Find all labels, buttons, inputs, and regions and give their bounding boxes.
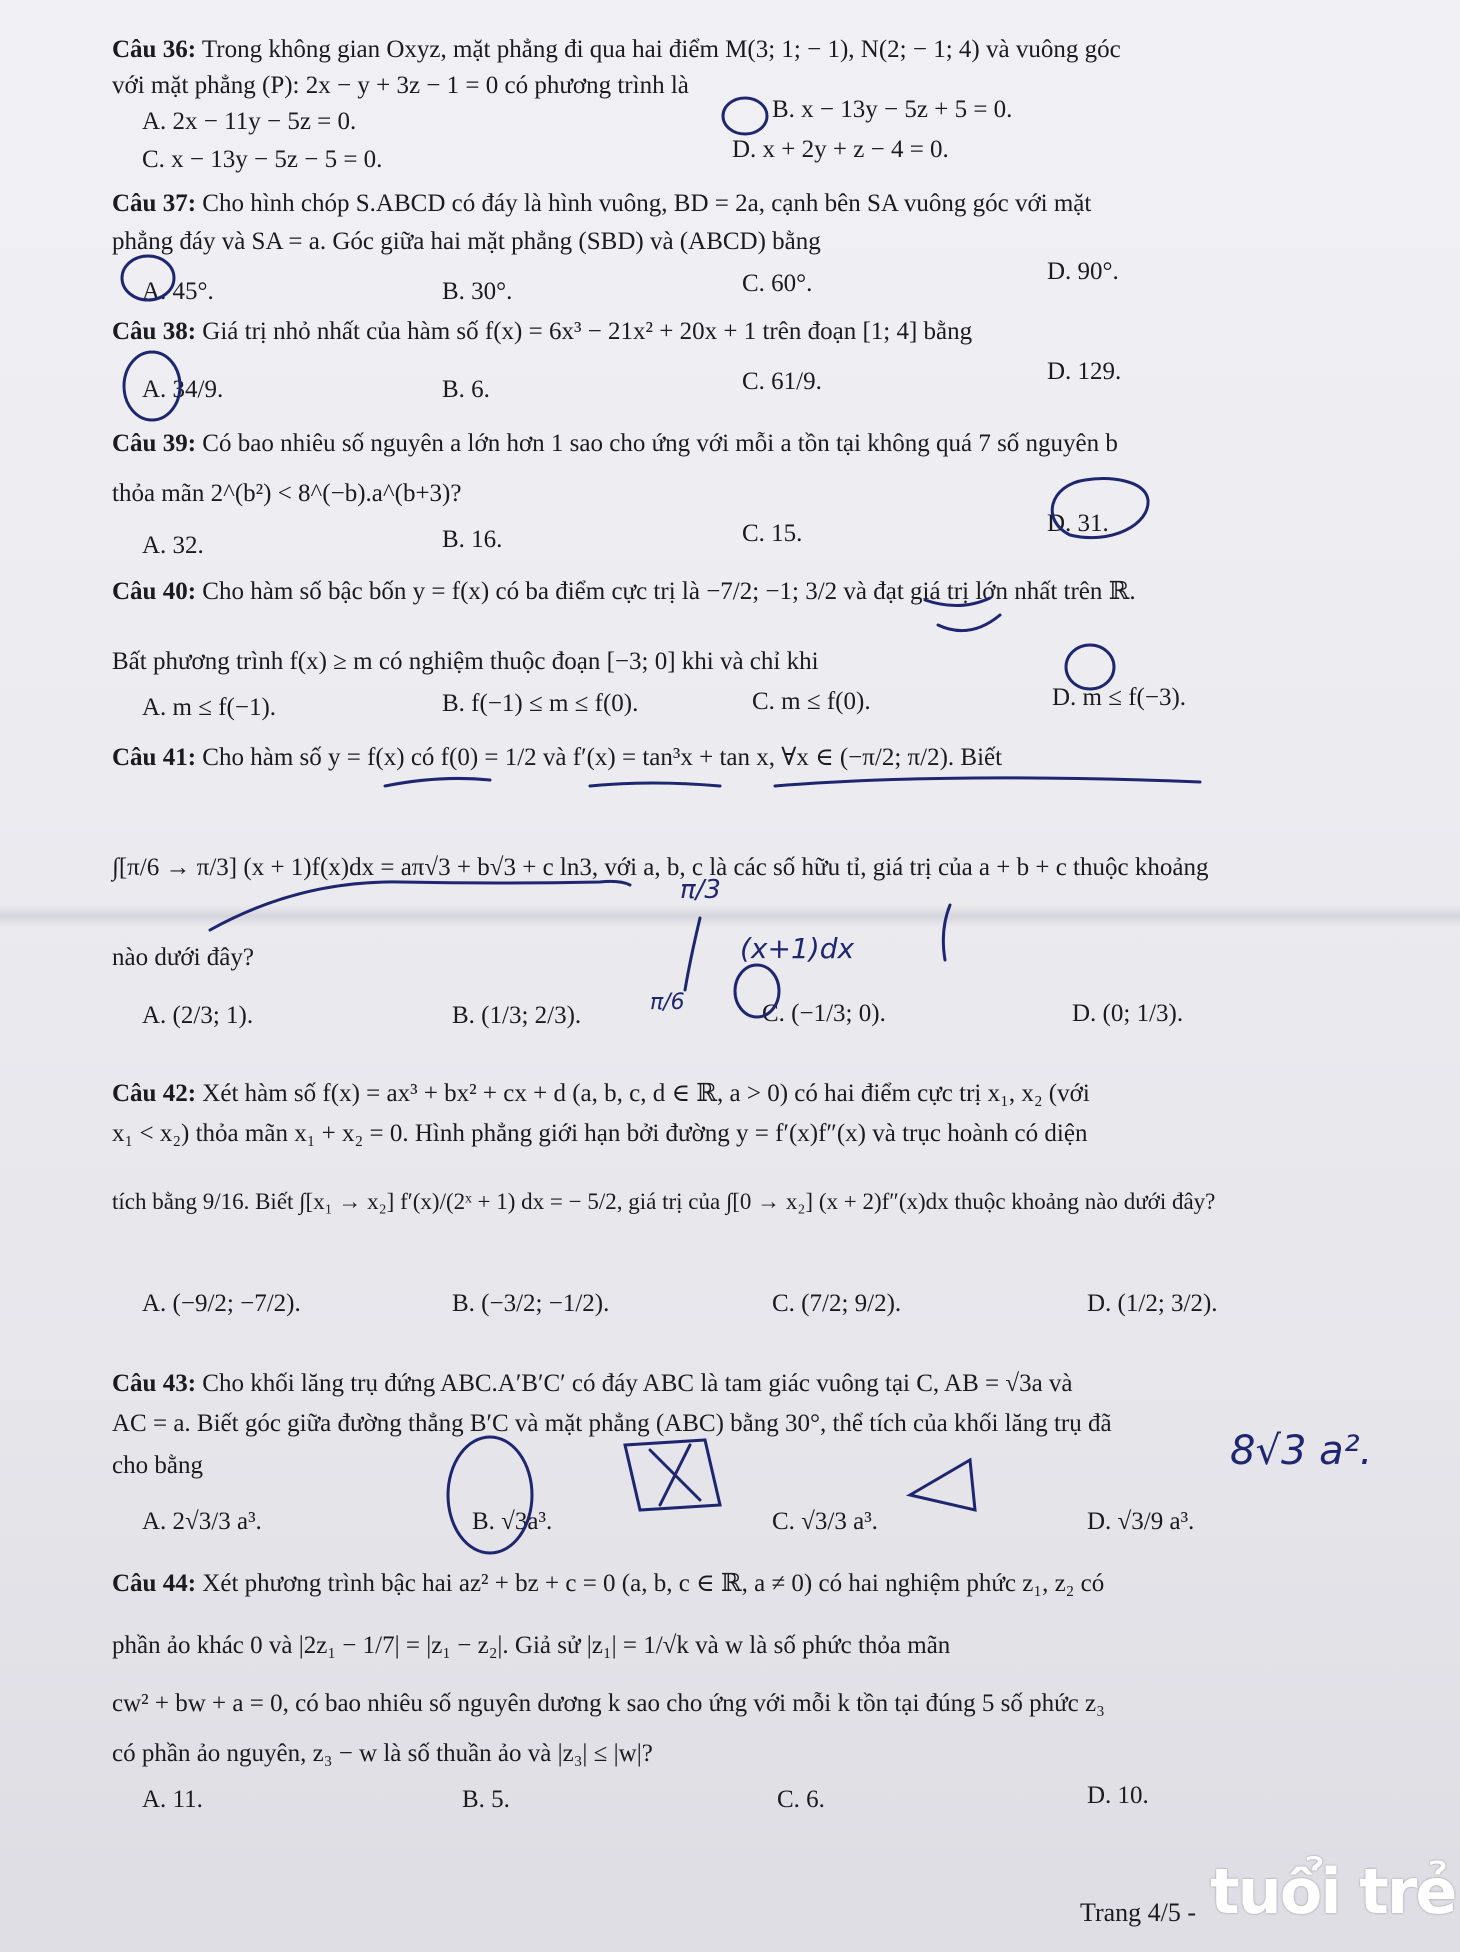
option-d: D. 90°. (1047, 258, 1119, 285)
question-label: Câu 40: (112, 578, 197, 605)
question-text: tích bằng 9/16. Biết ∫[x₁ → x₂] f′(x)/(2ˣ + 1) dx = − 5/2, giá trị của ∫[0 → x₂] (x + 2)f″(x)dx thuộc khoảng nào dưới đây? (112, 1189, 1216, 1214)
question-label: Câu 43: (112, 1370, 197, 1397)
option-c: C. 15. (742, 520, 803, 547)
handwritten-note: π/6 (650, 990, 685, 1015)
question-label: Câu 39: (112, 430, 197, 457)
option-b: B. x − 13y − 5z + 5 = 0. (772, 96, 1013, 123)
option-a: A. 34/9. (142, 376, 224, 403)
option-a: A. 45°. (142, 278, 214, 305)
question-label: Câu 36: (112, 36, 197, 63)
option-b: B. 6. (442, 376, 490, 403)
question-text: Cho khối lăng trụ đứng ABC.A′B′C′ có đáy ABC là tam giác vuông tại C, AB = √3a và (202, 1370, 1073, 1397)
question-text: Cho hàm số bậc bốn y = f(x) có ba điểm cực trị là −7/2; −1; 3/2 và đạt giá trị lớn nhất trên ℝ. (202, 578, 1136, 605)
option-c: C. 6. (777, 1786, 825, 1813)
question-text: Trong không gian Oxyz, mặt phẳng đi qua hai điểm M(3; 1; − 1), N(2; − 1; 4) và vuông góc (201, 36, 1121, 63)
question-text: phẳng đáy và SA = a. Góc giữa hai mặt phẳng (SBD) và (ABCD) bằng (112, 228, 821, 255)
option-a: A. m ≤ f(−1). (142, 694, 277, 721)
question-text: AC = a. Biết góc giữa đường thẳng B′C và mặt phẳng (ABC) bằng 30°, thể tích của khối lăng trụ đã (112, 1410, 1112, 1437)
question-text: nào dưới đây? (112, 944, 255, 971)
option-c: C. (−1/3; 0). (762, 1000, 886, 1027)
option-b: B. 30°. (442, 278, 513, 305)
option-b: B. f(−1) ≤ m ≤ f(0). (442, 690, 639, 717)
question-label: Câu 37: (112, 190, 197, 217)
option-b: B. (1/3; 2/3). (452, 1002, 582, 1029)
option-a: A. (−9/2; −7/2). (142, 1290, 301, 1317)
question-text: Bất phương trình f(x) ≥ m có nghiệm thuộc đoạn [−3; 0] khi và chỉ khi (112, 648, 819, 675)
option-d: D. 31. (1047, 510, 1109, 537)
handwritten-note: 8√3 a². (1230, 1428, 1373, 1474)
option-a: A. 32. (142, 532, 204, 559)
option-c: C. √3/3 a³. (772, 1508, 878, 1535)
question-text: Xét phương trình bậc hai az² + bz + c = 0 (a, b, c ∈ ℝ, a ≠ 0) có hai nghiệm phức z₁, z₂ có (202, 1570, 1105, 1597)
option-d: D. 129. (1047, 358, 1122, 385)
option-d: D. 10. (1087, 1782, 1149, 1809)
option-d: D. √3/9 a³. (1087, 1508, 1195, 1535)
question-text: cho bằng (112, 1452, 203, 1479)
question-text: có phần ảo nguyên, z₃ − w là số thuần ảo và |z₃| ≤ |w|? (112, 1740, 653, 1767)
question-text: Xét hàm số f(x) = ax³ + bx² + cx + d (a, b, c, d ∈ ℝ, a > 0) có hai điểm cực trị x₁, x₂ (với (202, 1080, 1090, 1107)
page-footer: Trang 4/5 - (1080, 1898, 1197, 1927)
handwritten-note: (x+1)dx (740, 932, 855, 965)
option-a: A. 2√3/3 a³. (142, 1508, 262, 1535)
handwritten-note: π/3 (680, 875, 721, 905)
option-a: A. (2/3; 1). (142, 1002, 254, 1029)
question-label: Câu 42: (112, 1080, 197, 1107)
option-a: A. 2x − 11y − 5z = 0. (142, 108, 357, 135)
question-label: Câu 38: (112, 318, 197, 345)
question-text: cw² + bw + a = 0, có bao nhiêu số nguyên dương k sao cho ứng với mỗi k tồn tại đúng 5 số phức z₃ (112, 1690, 1105, 1717)
option-b: B. (−3/2; −1/2). (452, 1290, 610, 1317)
question-text: với mặt phẳng (P): 2x − y + 3z − 1 = 0 có phương trình là (112, 72, 689, 99)
question-text: Cho hàm số y = f(x) có f(0) = 1/2 và f′(x) = tan³x + tan x, ∀x ∈ (−π/2; π/2). Biết (202, 744, 1003, 771)
tuoi-tre-logo: tuổi trẻ (1210, 1855, 1456, 1928)
question-text: phần ảo khác 0 và |2z₁ − 1/7| = |z₁ − z₂|. Giả sử |z₁| = 1/√k và w là số phức thỏa mãn (112, 1632, 951, 1659)
question-label: Câu 41: (112, 744, 197, 771)
option-d: D. x + 2y + z − 4 = 0. (732, 136, 949, 163)
option-b: B. 5. (462, 1786, 510, 1813)
question-text: x₁ < x₂) thỏa mãn x₁ + x₂ = 0. Hình phẳng giới hạn bởi đường y = f′(x)f″(x) và trục hoành có diện (112, 1120, 1088, 1147)
question-text: Có bao nhiêu số nguyên a lớn hơn 1 sao cho ứng với mỗi a tồn tại không quá 7 số nguyên b (202, 430, 1118, 457)
question-text: Giá trị nhỏ nhất của hàm số f(x) = 6x³ − 21x² + 20x + 1 trên đoạn [1; 4] bằng (202, 318, 973, 345)
option-d: D. m ≤ f(−3). (1052, 684, 1187, 711)
option-c: C. m ≤ f(0). (752, 688, 871, 715)
option-c: C. (7/2; 9/2). (772, 1290, 902, 1317)
option-d: D. (1/2; 3/2). (1087, 1290, 1218, 1317)
paper-fold (0, 905, 1460, 927)
question-text: thỏa mãn 2^(b²) < 8^(−b).a^(b+3)? (112, 480, 462, 507)
option-c: C. 60°. (742, 270, 813, 297)
question-text: ∫[π/6 → π/3] (x + 1)f(x)dx = aπ√3 + b√3 + c ln3, với a, b, c là các số hữu tỉ, giá trị của a + b + c thuộc khoảng (112, 854, 1209, 881)
option-a: A. 11. (142, 1786, 203, 1813)
question-text: Cho hình chóp S.ABCD có đáy là hình vuông, BD = 2a, cạnh bên SA vuông góc với mặt (202, 190, 1092, 217)
option-c: C. 61/9. (742, 368, 822, 395)
option-d: D. (0; 1/3). (1072, 1000, 1184, 1027)
option-b: B. √3a³. (472, 1508, 553, 1535)
option-b: B. 16. (442, 526, 503, 553)
question-label: Câu 44: (112, 1570, 197, 1597)
option-c: C. x − 13y − 5z − 5 = 0. (142, 146, 383, 173)
